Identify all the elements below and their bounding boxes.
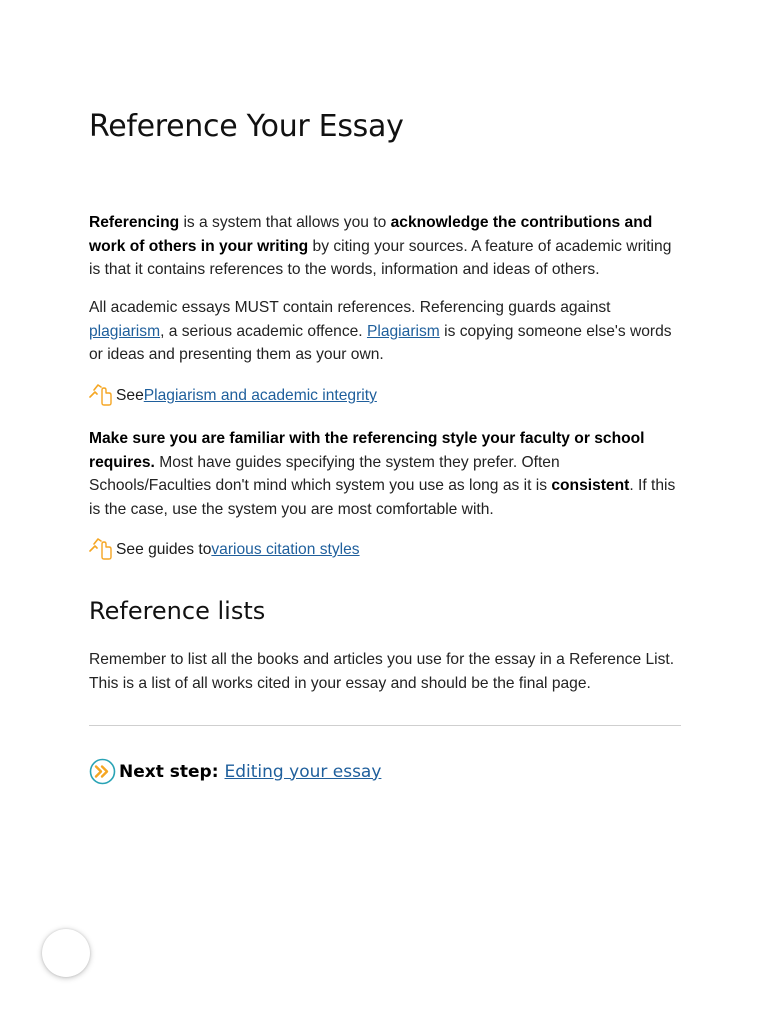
style-text-1: Most have guides specifying the system they prefer. Often Schools/Faculties don't mind which system you use as long as it is bbox=[89, 453, 560, 494]
divider bbox=[89, 725, 681, 726]
pointer-hand-icon bbox=[89, 381, 115, 407]
intro-text-2: by citing your sources. A feature of academic writing is that it contains references to the words, information and ideas of others. bbox=[89, 237, 672, 278]
intro-text-1: is a system that allows you to bbox=[179, 214, 391, 231]
style-bold-consistent: consistent bbox=[551, 477, 630, 494]
plag-text-3: is copying someone else's words or ideas and presenting them as your own. bbox=[89, 322, 672, 363]
double-chevron-right-icon bbox=[89, 758, 116, 785]
intro-bold-acknowledge: acknowledge the contributions and work of others in your writing bbox=[89, 214, 653, 255]
citation-styles-link[interactable]: various citation styles bbox=[211, 541, 360, 558]
style-bold-1: Make sure you are familiar with the referencing style your faculty or school requires. bbox=[89, 430, 645, 471]
editing-essay-link[interactable]: Editing your essay bbox=[224, 761, 382, 782]
plagiarism-integrity-link[interactable]: Plagiarism and academic integrity bbox=[143, 387, 377, 404]
see-citation-prefix: See guides to bbox=[116, 541, 212, 558]
see-plagiarism-row bbox=[89, 381, 681, 407]
intro-bold-referencing: Referencing bbox=[89, 214, 180, 231]
page-title: Reference Your Essay bbox=[89, 109, 404, 144]
pointer-hand-icon bbox=[89, 535, 115, 561]
see-plagiarism-prefix: See bbox=[116, 387, 144, 404]
plagiarism-link-1[interactable]: plagiarism bbox=[89, 322, 161, 340]
next-step-label: Next step: bbox=[119, 761, 219, 782]
reference-lists-paragraph: Remember to list all the books and articles you use for the essay in a Reference List. This is a list of all works cited in your essay and should be the final page. bbox=[89, 651, 675, 692]
reference-lists-heading: Reference lists bbox=[89, 597, 266, 625]
plag-text-2: , a serious academic offence. bbox=[160, 322, 367, 340]
plagiarism-link-2[interactable]: Plagiarism bbox=[366, 322, 440, 340]
intro-paragraph bbox=[89, 211, 681, 282]
see-citation-styles-row bbox=[89, 535, 681, 561]
style-text-2: . If this is the case, use the system you are most comfortable with. bbox=[89, 477, 676, 518]
plagiarism-paragraph bbox=[89, 296, 681, 367]
floating-action-button[interactable] bbox=[42, 929, 90, 977]
plag-text-1: All academic essays MUST contain references. Referencing guards against bbox=[89, 299, 611, 316]
next-step-row bbox=[89, 758, 381, 785]
style-paragraph bbox=[89, 427, 681, 521]
